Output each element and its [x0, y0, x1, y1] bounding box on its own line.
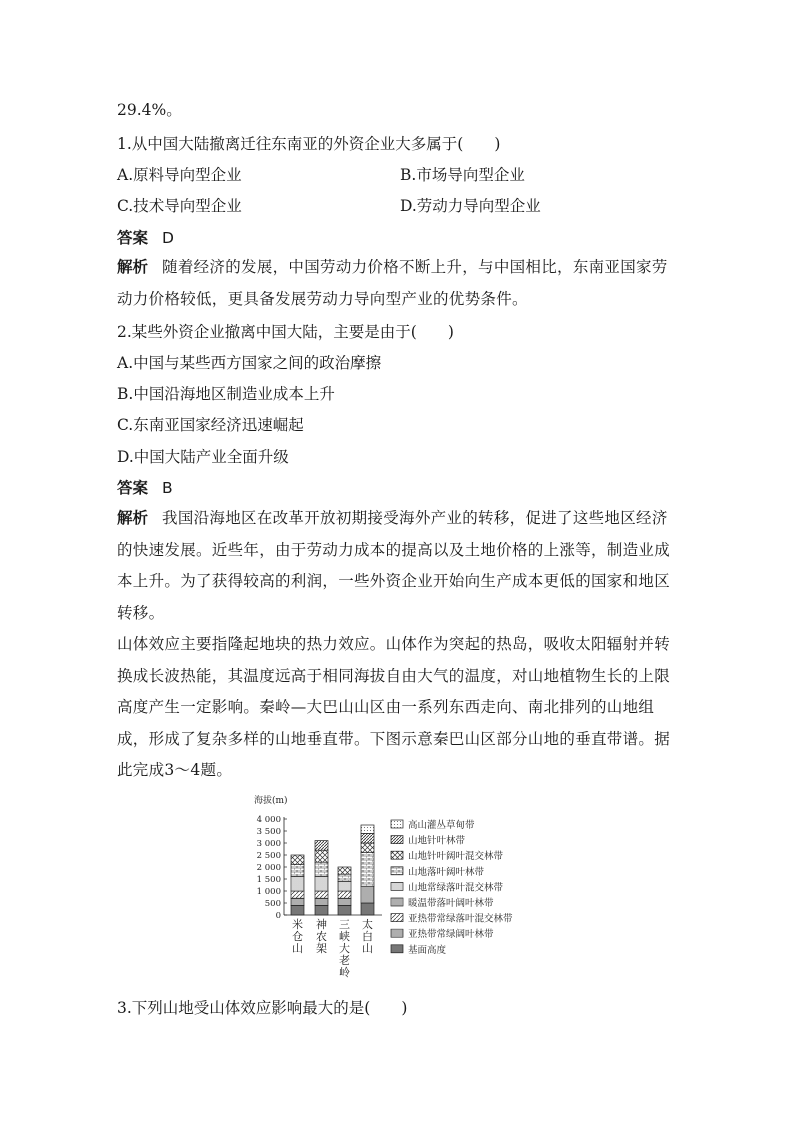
- vertical-zonation-chart: [240, 790, 560, 990]
- q3-stem: 3.下列山地受山体效应影响最大的是( ): [117, 999, 408, 1017]
- passage: [117, 629, 679, 787]
- bar-segment-conifer: [315, 841, 328, 851]
- y-tick-label: 2 000: [256, 863, 281, 873]
- bar-segment-subtrop_evergreen: [338, 898, 351, 905]
- bar-segment-conifer: [361, 833, 374, 843]
- legend-label-subtrop_evergreen: 亚热带常绿阔叶林带: [408, 929, 494, 941]
- legend-label-subtrop_mixed: 亚热带常绿落叶混交林带: [408, 913, 513, 925]
- legend-swatch-conifer: [391, 836, 403, 844]
- y-tick-label: 4 000: [256, 815, 281, 825]
- legend-label-mixedcb: 山地针叶阔叶混交林带: [408, 851, 504, 863]
- q2-analysis-text: 我国沿海地区在改革开放初期接受海外产业的转移，促进了这些地区经济的快速发展。近些年，由于劳动力成本的提高以及土地价格的上涨等，制造业成本上升。为了获得较高的利润，一些外资企业开始向生产成本更低的国家和地区转移。: [117, 509, 671, 622]
- bar-segment-base: [338, 905, 351, 915]
- bar-segment-deciduous: [361, 853, 374, 887]
- answer-label: 答案: [117, 229, 149, 247]
- q1-option-c: C.技术导向型企业: [117, 197, 242, 215]
- legend-swatch-mountmixed: [391, 882, 403, 890]
- q1-option-b: B.市场导向型企业: [400, 166, 525, 184]
- legend-label-alpine: 高山灌丛草甸带: [408, 820, 475, 831]
- legend-swatch-alpine: [391, 820, 403, 828]
- y-tick-label: 1 000: [256, 887, 281, 897]
- y-tick-label: 500: [264, 899, 281, 909]
- q1-option-a: A.原料导向型企业: [117, 166, 242, 184]
- q1-answer: D: [162, 229, 174, 247]
- bar-segment-subtrop_evergreen: [291, 898, 304, 905]
- q2-option-c: C.东南亚国家经济迅速崛起: [117, 416, 304, 434]
- legend-swatch-deciduous: [391, 867, 403, 875]
- q2-answer-line: [117, 478, 173, 498]
- category-label: 太白山: [362, 918, 373, 955]
- intro-fragment: 29.4%。: [117, 101, 182, 119]
- q1-stem: 1.从中国大陆撤离迁往东南亚的外资企业大多属于( ): [117, 135, 501, 153]
- legend-swatch-subtrop_evergreen: [391, 929, 403, 937]
- bar-segment-mixedcb: [338, 867, 351, 874]
- y-tick-label: 2 500: [256, 851, 281, 861]
- legend-label-conifer: 山地针叶林带: [408, 835, 466, 847]
- q2-analysis: [117, 503, 679, 629]
- bar-segment-mountmixed: [291, 877, 304, 891]
- bar-segment-subtrop_mixed: [338, 891, 351, 898]
- legend-swatch-base: [391, 945, 403, 953]
- category-label: 神农架: [316, 918, 327, 955]
- q1-analysis: [117, 252, 679, 315]
- legend-swatch-subtrop_mixed: [391, 914, 403, 922]
- q1-analysis-text: 随着经济的发展，中国劳动力价格不断上升，与中国相比，东南亚国家劳动力价格较低，更具备发展劳动力导向型产业的优势条件。: [117, 258, 668, 308]
- q1-answer-line: [117, 228, 174, 248]
- q1-option-d: D.劳动力导向型企业: [400, 197, 541, 215]
- analysis-label: 解析: [117, 258, 149, 276]
- legend-label-deciduous: 山地落叶阔叶林带: [408, 866, 485, 878]
- bar-segment-base: [291, 905, 304, 915]
- bar-segment-mixedcb: [361, 843, 374, 853]
- bar-segment-warmdecid: [361, 886, 374, 903]
- answer-label: 答案: [117, 479, 149, 497]
- passage-text: 山体效应主要指隆起地块的热力效应。山体作为突起的热岛，吸收太阳辐射并转换成长波热能，其温度远高于相同海拔自由大气的温度，对山地植物生长的上限高度产生一定影响。秦岭—大巴山山区由一系列东西走向、南北排列的山地组成，形成了复杂多样的山地垂直带。下图示意秦巴山区部分山地的垂直带谱。据此完成3～4题。: [117, 635, 671, 779]
- legend-label-warmdecid: 暖温带落叶阔叶林带: [408, 898, 494, 909]
- y-tick-label: 3 500: [256, 827, 281, 837]
- legend-label-mountmixed: 山地常绿落叶混交林带: [408, 882, 504, 894]
- chart-svg: [240, 790, 560, 990]
- bar-segment-deciduous: [338, 874, 351, 881]
- bar-segment-mountmixed: [338, 881, 351, 891]
- bar-segment-alpine: [361, 825, 374, 833]
- y-tick-label: 0: [275, 911, 281, 921]
- analysis-label: 解析: [117, 509, 149, 527]
- chart-ylabel: 海拔(m): [254, 796, 288, 806]
- bar-segment-subtrop_mixed: [291, 891, 304, 898]
- bar-segment-subtrop_mixed: [315, 891, 328, 898]
- q2-option-a: A.中国与某些西方国家之间的政治摩擦: [117, 354, 382, 372]
- bar-segment-deciduous: [291, 865, 304, 877]
- bar-segment-mixedcb: [291, 855, 304, 865]
- bar-segment-base: [315, 905, 328, 915]
- category-label: 米仓山: [292, 918, 303, 955]
- category-label: 三峡大老岭: [339, 918, 350, 979]
- q2-answer: B: [162, 479, 173, 497]
- legend-swatch-warmdecid: [391, 898, 403, 906]
- q2-stem: 2.某些外资企业撤离中国大陆，主要是由于( ): [117, 323, 454, 341]
- legend-label-base: 基面高度: [408, 944, 447, 956]
- bar-segment-base: [361, 903, 374, 915]
- bar-segment-mixedcb: [315, 850, 328, 862]
- bar-segment-subtrop_evergreen: [315, 898, 328, 905]
- bar-segment-mountmixed: [315, 877, 328, 891]
- y-tick-label: 3 000: [256, 839, 281, 849]
- y-tick-label: 1 500: [256, 875, 281, 885]
- q2-option-d: D.中国大陆产业全面升级: [117, 448, 289, 466]
- bar-segment-deciduous: [315, 862, 328, 876]
- q2-option-b: B.中国沿海地区制造业成本上升: [117, 385, 335, 403]
- legend-swatch-mixedcb: [391, 851, 403, 859]
